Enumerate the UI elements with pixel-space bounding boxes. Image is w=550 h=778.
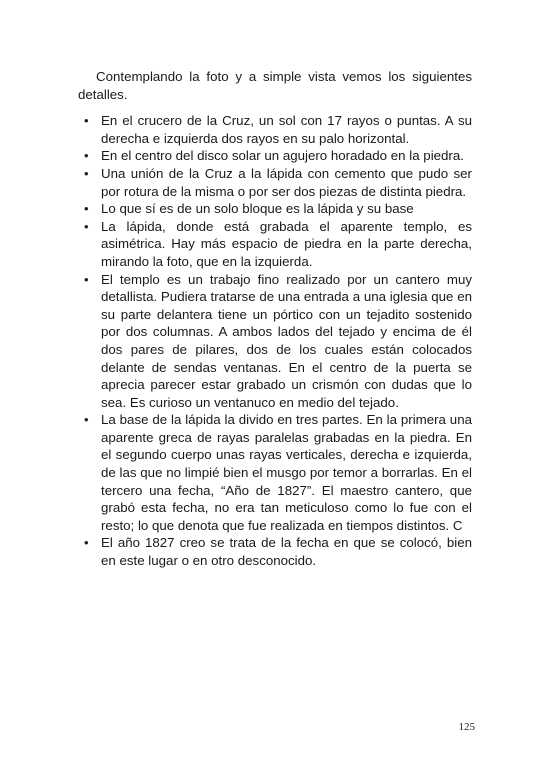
bullet-icon: • xyxy=(84,218,89,234)
list-item xyxy=(78,218,472,271)
page-number: 125 xyxy=(458,721,475,733)
details-list xyxy=(78,112,472,569)
list-item xyxy=(78,112,472,147)
list-item xyxy=(78,200,472,218)
list-item-text: El templo es un trabajo fino realizado por un cantero muy detallista. Pudiera tratarse de una entrada a una iglesia que en su parte delantera tiene un pórtico con un tejadito sostenido por dos columnas. A ambos lados del tejado y encima de él dos pares de pilares, dos de los cuales están colocados delante de sendas ventanas. En el centro de la puerta se aprecia parecer estar grabado un crismón con dudas que lo sea. Es curioso un ventanuco en medio del tejado. xyxy=(101,271,472,410)
list-item-text: En el centro del disco solar un agujero horadado en la piedra. xyxy=(101,148,464,164)
bullet-icon: • xyxy=(84,412,89,428)
bullet-icon: • xyxy=(84,148,89,164)
list-item-text: Lo que sí es de un solo bloque es la lápida y su base xyxy=(101,201,414,217)
bullet-icon: • xyxy=(84,535,89,551)
list-item xyxy=(78,147,472,165)
bullet-icon: • xyxy=(84,271,89,287)
list-item-text: Una unión de la Cruz a la lápida con cemento que pudo ser por rotura de la misma o por ser dos piezas de distinta piedra. xyxy=(101,165,472,199)
list-item xyxy=(78,534,472,569)
bullet-icon: • xyxy=(84,113,89,129)
page-content xyxy=(78,68,472,570)
bullet-icon: • xyxy=(84,165,89,181)
list-item xyxy=(78,165,472,200)
list-item xyxy=(78,411,472,534)
bullet-icon: • xyxy=(84,201,89,217)
list-item-text: La base de la lápida la divido en tres partes. En la primera una aparente greca de rayas paralelas grabadas en la piedra. En el segundo cuerpo unas rayas verticales, derecha e izquierda, de las que no limpié bien el musgo por temor a borrarlas. En el tercero una fecha, “Año de 1827”. El maestro cantero, que grabó esta fecha, no era tan meticuloso como lo fue con el resto; lo que denota que fue realizada en tiempos distintos. C xyxy=(101,412,472,533)
list-item xyxy=(78,271,472,412)
list-item-text: En el crucero de la Cruz, un sol con 17 rayos o puntas. A su derecha e izquierda dos rayos en su palo horizontal. xyxy=(101,113,472,146)
intro-paragraph: Contemplando la foto y a simple vista vemos los siguientes detalles. xyxy=(78,69,472,102)
list-item-text: La lápida, donde está grabada el aparente templo, es asimétrica. Hay más espacio de piedra en la parte derecha, mirando la foto, que en la izquierda. xyxy=(101,218,472,269)
list-item-text: El año 1827 creo se trata de la fecha en que se colocó, bien en este lugar o en otro desconocido. xyxy=(101,535,472,569)
